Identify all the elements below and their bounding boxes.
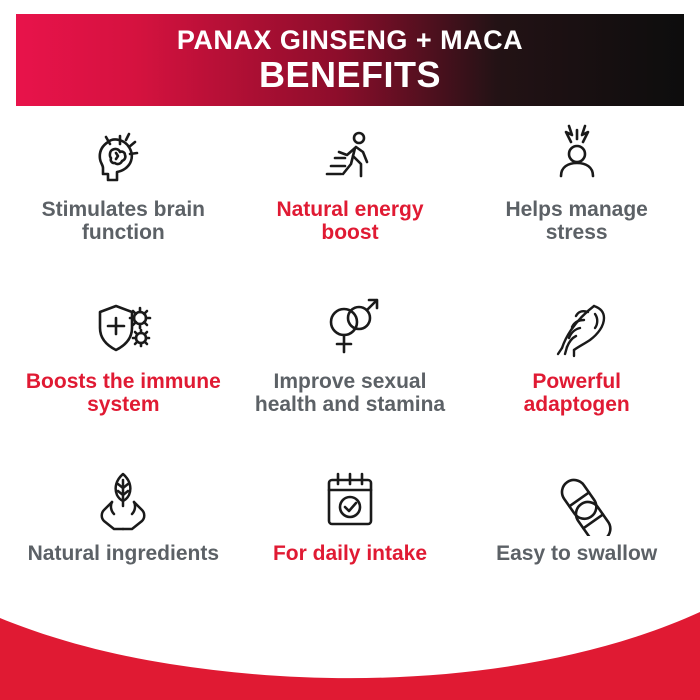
benefit-label: Boosts the immune system — [25, 370, 221, 417]
benefit-item — [463, 288, 690, 460]
benefit-item — [463, 460, 690, 632]
stressed-person-icon — [538, 120, 616, 194]
capsules-icon — [538, 464, 616, 538]
benefit-label: Helps manage stress — [505, 198, 648, 245]
benefit-label: For daily intake — [272, 542, 428, 565]
benefit-item — [10, 116, 237, 288]
benefit-item — [10, 288, 237, 460]
header-title-line1: PANAX GINSENG + MACA — [176, 24, 524, 55]
calendar-check-icon — [311, 464, 389, 538]
benefit-item — [237, 460, 464, 632]
benefit-item — [237, 288, 464, 460]
hands-leaf-icon — [84, 464, 162, 538]
ginseng-root-icon — [538, 292, 616, 366]
benefit-item — [463, 116, 690, 288]
shield-immune-icon — [84, 292, 162, 366]
benefit-label: Improve sexual health and stamina — [254, 370, 446, 417]
header-title-line2: BENEFITS — [258, 54, 441, 96]
brain-head-icon — [84, 120, 162, 194]
benefit-item — [237, 116, 464, 288]
benefits-grid — [10, 116, 690, 632]
benefit-label: Easy to swallow — [496, 542, 658, 565]
gender-symbols-icon — [311, 292, 389, 366]
benefit-label: Stimulates brain function — [41, 198, 206, 245]
running-person-icon — [311, 120, 389, 194]
benefit-item — [10, 460, 237, 632]
benefit-label: Powerful adaptogen — [523, 370, 630, 417]
benefit-label: Natural energy boost — [276, 198, 424, 245]
header-banner — [16, 14, 684, 106]
benefit-label: Natural ingredients — [27, 542, 220, 565]
